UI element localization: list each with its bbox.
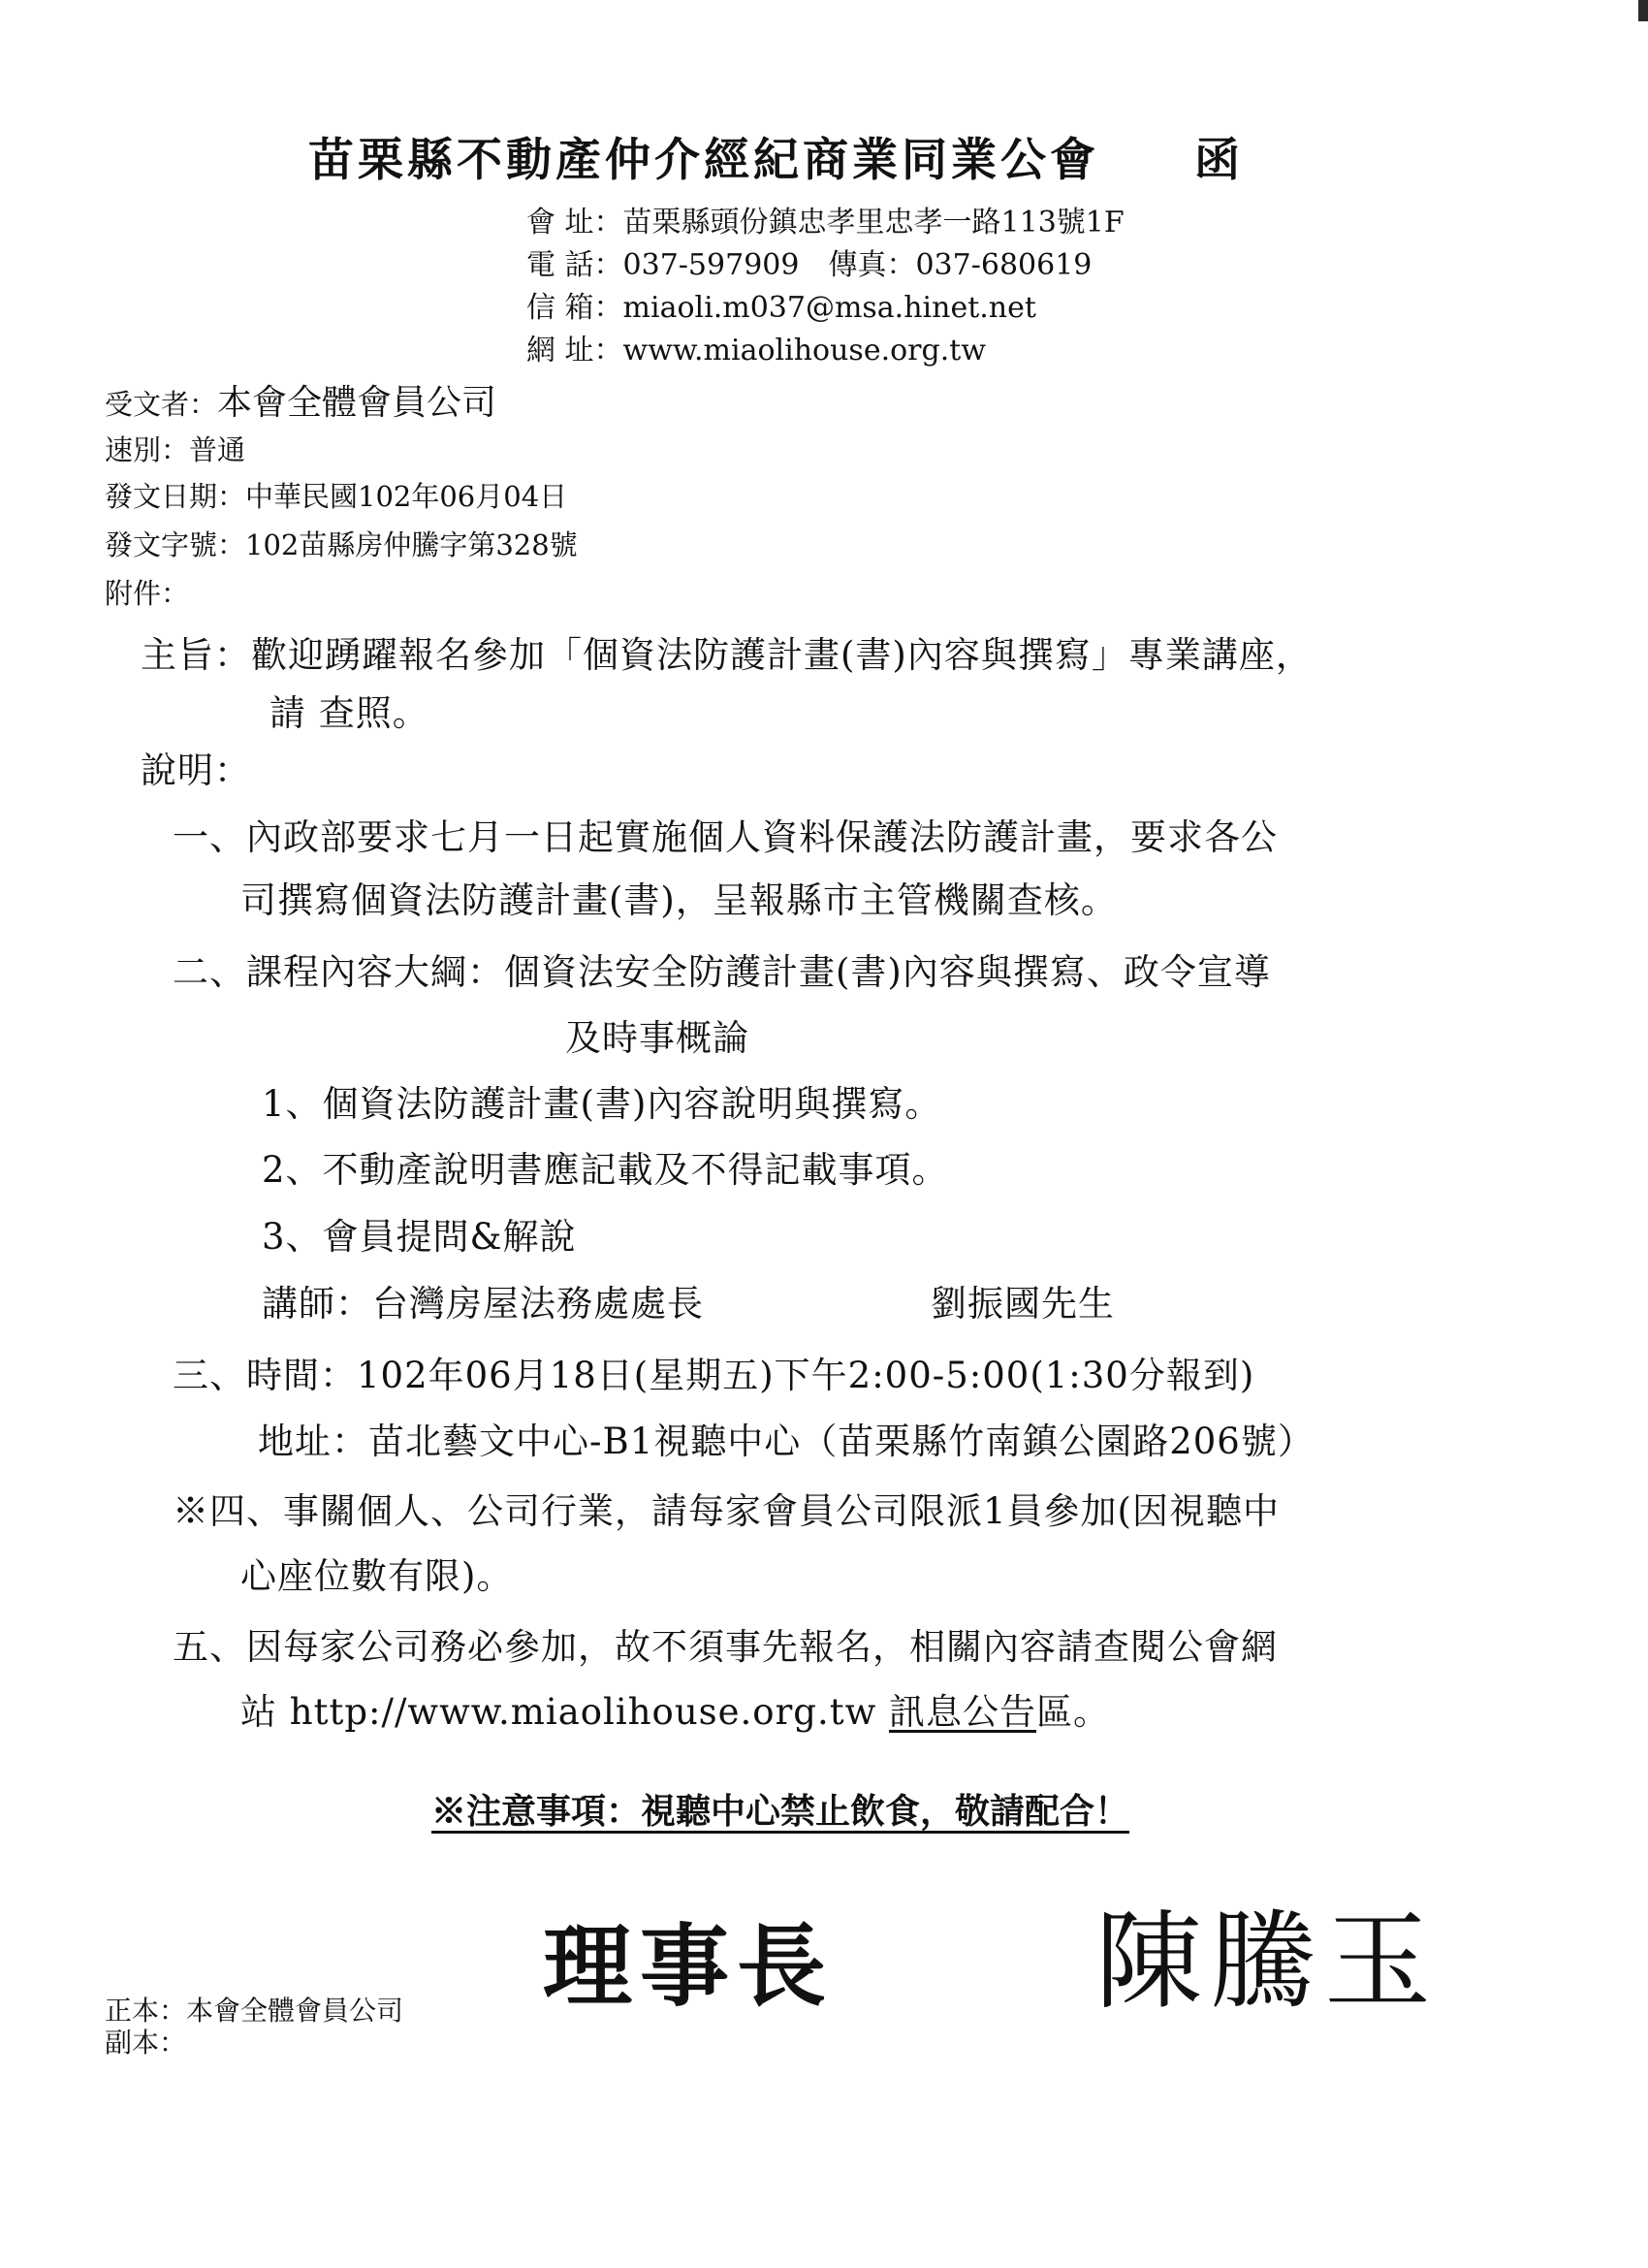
item-four-line-2: 心座位數有限)。 xyxy=(240,1555,514,1597)
item-one-line-1: 一、內政部要求七月一日起實施個人資料保護法防護計畫，要求各公 xyxy=(173,816,1278,858)
sub-item-3: 3、會員提問&解說 xyxy=(262,1216,577,1258)
recipient-value: 本會全體會員公司 xyxy=(217,383,497,423)
explanation-label: 說明： xyxy=(141,750,251,791)
item-five-line-1: 五、因每家公司務必參加，故不須事先報名，相關內容請查閱公會網 xyxy=(173,1626,1278,1668)
attachment-line: 附件： xyxy=(105,577,190,610)
doc-number-line: 發文字號：102苗縣房仲騰字第328號 xyxy=(105,528,578,561)
signature-title: 理事長 xyxy=(543,1914,835,2019)
item-three-address: 地址：苗北藝文中心-B1視聽中心（苗栗縣竹南鎮公園路206號） xyxy=(258,1421,1315,1462)
item-three-time: 三、時間：102年06月18日(星期五)下午2:00-5:00(1:30分報到) xyxy=(173,1355,1255,1396)
org-website: 網 址：www.miaolihouse.org.tw xyxy=(526,334,986,367)
speed-line: 速別：普通 xyxy=(105,433,246,466)
recipient-line xyxy=(105,375,496,425)
announcement-area-link: 訊息公告 xyxy=(889,1691,1037,1733)
org-email: 信 箱：miaoli.m037@msa.hinet.net xyxy=(526,291,1036,325)
item-two-line-1: 二、課程內容大綱：個資法安全防護計畫(書)內容與撰寫、政令宣導 xyxy=(173,951,1271,993)
lecturer-name: 劉振國先生 xyxy=(931,1283,1115,1325)
scan-edge-mark xyxy=(1638,0,1648,21)
item-one-line-2: 司撰寫個資法防護計畫(書)，呈報縣市主管機關查核。 xyxy=(240,879,1118,921)
subject-line-2: 請 查照。 xyxy=(269,692,429,734)
notice-line: ※注意事項：視聽中心禁止飲食，敬請配合！ xyxy=(431,1791,1130,1832)
five-line2-post: 區。 xyxy=(1036,1691,1111,1733)
sub-item-1: 1、個資法防護計畫(書)內容說明與撰寫。 xyxy=(262,1083,942,1125)
item-five-line-2 xyxy=(240,1682,1110,1735)
organization-title: 苗栗縣不動產仲介經紀商業同業公會 xyxy=(308,134,1099,187)
item-four-line-1: ※四、事關個人、公司行業，請每家會員公司限派1員參加(因視聽中 xyxy=(173,1490,1280,1532)
copy-duplicate: 副本： xyxy=(105,2027,187,2059)
org-phone-fax: 電 話：037-597909 傳真：037-680619 xyxy=(526,248,1093,282)
signature-name: 陳騰玉 xyxy=(1095,1900,1439,2024)
item-two-line-2: 及時事概論 xyxy=(565,1017,749,1059)
document-type: 函 xyxy=(1194,134,1244,187)
org-address: 會 址：苗栗縣頭份鎮忠孝里忠孝一路113號1F xyxy=(526,206,1125,240)
five-line2-pre: 站 http://www.miaolihouse.org.tw xyxy=(240,1691,890,1733)
copy-original: 正本：本會全體會員公司 xyxy=(105,1995,404,2027)
date-line: 發文日期：中華民國102年06月04日 xyxy=(105,480,568,513)
subject-line-1: 主旨：歡迎踴躍報名參加「個資法防護計畫(書)內容與撰寫」專業講座， xyxy=(141,634,1313,676)
sub-item-2: 2、不動產說明書應記載及不得記載事項。 xyxy=(262,1149,949,1191)
lecturer-label: 講師：台灣房屋法務處處長 xyxy=(262,1283,704,1325)
recipient-label: 受文者： xyxy=(105,388,218,421)
